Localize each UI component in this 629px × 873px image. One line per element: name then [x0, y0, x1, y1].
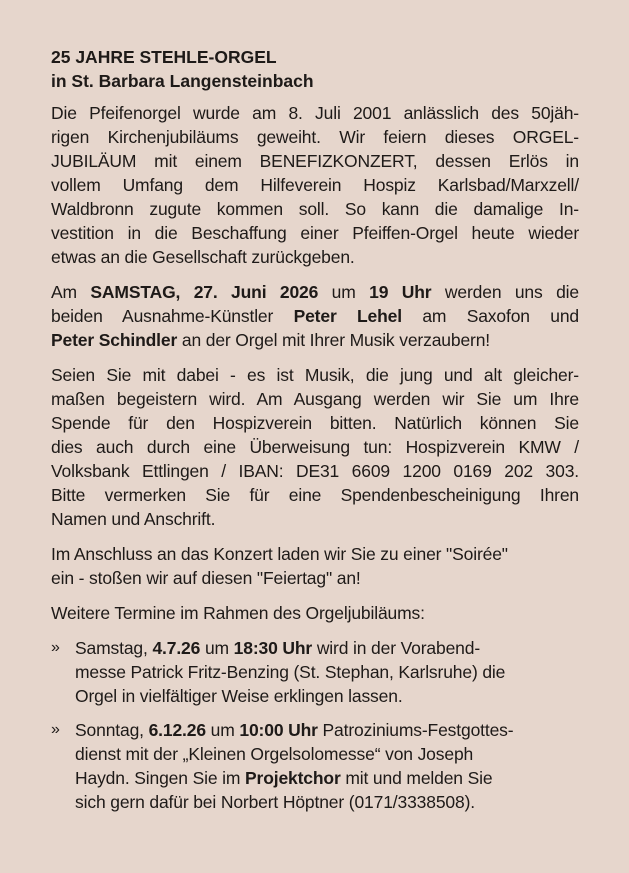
event-1-line-1	[75, 636, 579, 660]
soiree-line-1: Im Anschluss an das Konzert laden wir Sie zu einer "Soirée"	[51, 544, 508, 564]
soiree-paragraph	[51, 542, 579, 590]
concert-text-1: werden uns die	[444, 282, 579, 302]
donation-line-4: dies auch durch eine Überweisung tun: Hospizverein KMW /	[51, 437, 579, 457]
donation-line-5: Volksbank Ettlingen / IBAN: DE31 6609 1200 0169 202 303.	[51, 461, 579, 481]
bullet-guillemet-icon: »	[51, 721, 60, 738]
event-2-line-1	[75, 718, 579, 742]
event-2-text-c: mit und melden Sie	[345, 768, 493, 788]
concert-date: SAMSTAG, 27. Juni 2026	[90, 282, 319, 302]
event-2-text-a: Haydn. Singen Sie im	[75, 768, 241, 788]
concert-text-4: an der Orgel mit Ihrer Musik verzaubern!	[181, 330, 491, 350]
intro-line-1: Die Pfeifenorgel wurde am 8. Juli 2001 anlässlich des 50jäh-	[51, 103, 579, 123]
artist-2: Peter Schindler	[51, 330, 178, 350]
bullet-guillemet-icon: »	[51, 639, 60, 656]
event-1-line-3: Orgel in vielfältiger Weise erklingen lassen.	[75, 686, 403, 706]
event-1-date: 4.7.26	[152, 638, 201, 658]
concert-paragraph	[51, 280, 579, 352]
event-2-um: um	[210, 720, 235, 740]
concert-text-2: beiden Ausnahme-Künstler	[51, 306, 274, 326]
event-2-day: Sonntag,	[75, 720, 144, 740]
event-2-line-4: sich gern dafür bei Norbert Höptner (0171/3338508).	[75, 792, 475, 812]
concert-time: 19 Uhr	[369, 282, 432, 302]
concert-line-3	[51, 328, 579, 352]
title-line-2: in St. Barbara Langensteinbach	[51, 71, 314, 91]
intro-paragraph	[51, 101, 579, 269]
page-title	[51, 45, 579, 93]
donation-line-7: Namen und Anschrift.	[51, 509, 216, 529]
title-line-1: 25 JAHRE STEHLE-ORGEL	[51, 47, 277, 67]
event-list	[51, 636, 579, 814]
intro-line-4: vollem Umfang dem Hilfeverein Hospiz Karlsbad/Marxzell/	[51, 175, 579, 195]
intro-line-6: vestition in die Beschaffung einer Pfeiffen-Orgel heute wieder	[51, 223, 579, 243]
event-2-line-3	[75, 766, 579, 790]
event-2-text: Patroziniums-Festgottes-	[322, 720, 514, 740]
event-item-1	[51, 636, 579, 708]
event-1-um: um	[204, 638, 229, 658]
donation-line-3: Spende für den Hospizverein bitten. Natürlich können Sie	[51, 413, 579, 433]
concert-um: um	[331, 282, 356, 302]
donation-line-2: maßen begeistern wird. Am Ausgang werden wir Sie um Ihre	[51, 389, 579, 409]
intro-line-5: Waldbronn zugute kommen soll. So kann die damalige In-	[51, 199, 579, 219]
concert-line-1	[51, 280, 579, 304]
event-2-time: 10:00 Uhr	[239, 720, 318, 740]
event-2-line-2: dienst mit der „Kleinen Orgelsolomesse“ von Joseph	[75, 744, 474, 764]
donation-paragraph	[51, 363, 579, 531]
event-2-choir: Projektchor	[245, 768, 341, 788]
donation-line-1: Seien Sie mit dabei - es ist Musik, die jung und alt gleicher-	[51, 365, 579, 385]
event-1-time: 18:30 Uhr	[233, 638, 313, 658]
artist-1: Peter Lehel	[293, 306, 402, 326]
intro-line-3: JUBILÄUM mit einem BENEFIZKONZERT, dessen Erlös in	[51, 151, 579, 171]
concert-am: Am	[51, 282, 77, 302]
event-1-day: Samstag,	[75, 638, 148, 658]
event-1-text: wird in der Vorabend-	[316, 638, 481, 658]
intro-line-7: etwas an die Gesellschaft zurückgeben.	[51, 247, 355, 267]
event-1-line-2: messe Patrick Fritz-Benzing (St. Stephan, Karlsruhe) die	[75, 662, 506, 682]
concert-line-2	[51, 304, 579, 328]
event-2-date: 6.12.26	[148, 720, 206, 740]
concert-text-3: am Saxofon und	[422, 306, 579, 326]
donation-line-6: Bitte vermerken Sie für eine Spendenbescheinigung Ihren	[51, 485, 579, 505]
further-dates-heading: Weitere Termine im Rahmen des Orgeljubiläums:	[51, 603, 425, 623]
intro-line-2: rigen Kirchenjubiläums geweiht. Wir feiern dieses ORGEL-	[51, 127, 579, 147]
soiree-line-2: ein - stoßen wir auf diesen "Feiertag" an!	[51, 568, 361, 588]
event-item-2	[51, 718, 579, 814]
